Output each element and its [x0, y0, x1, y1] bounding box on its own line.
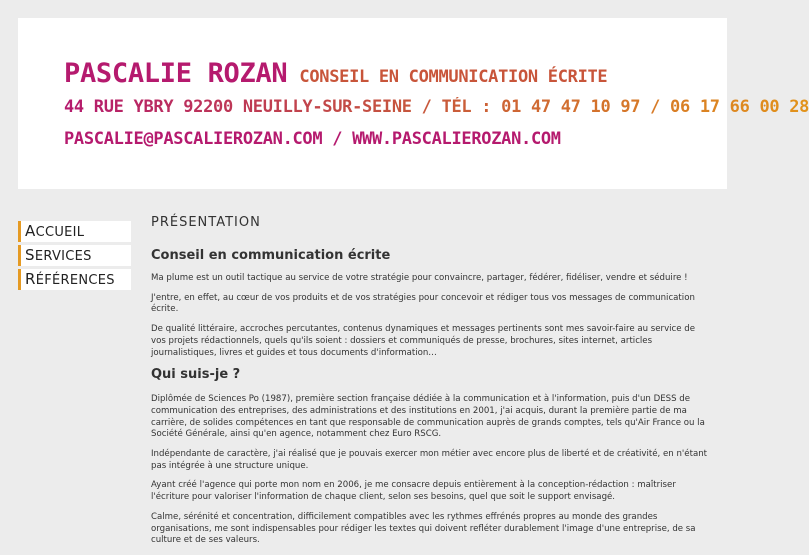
paragraph: Ayant créé l'agence qui porte mon nom en 2006, je me consacre depuis entièrement à la conception-rédaction : maîtriser l'écriture pour valoriser l'information de chaque client, selon ses besoins, quel que soit le support envisagé.	[151, 480, 676, 503]
brand-tagline: CONSEIL EN COMMUNICATION ÉCRITE	[299, 67, 608, 87]
header-title-line	[64, 58, 607, 89]
paragraph: Diplômée de Sciences Po (1987), première section française dédiée à la communication et à l'information, puis d'un DESS de communication des entreprises, des administrations et des institutions en 2001, j'ai acquis, durant la première partie de ma carrière, de solides compétences en tant que responsable de communication auprès de grands comptes, tels qu'Air France ou la Société Générale, ainsi qu'en agence, notamment chez Euro RSCG.	[151, 394, 705, 440]
nav-item-accueil[interactable]: ACCUEIL	[18, 221, 131, 242]
site-header	[18, 18, 809, 189]
page-title: PRÉSENTATION	[151, 215, 261, 230]
nav-item-services[interactable]: SERVICES	[18, 245, 131, 266]
paragraph: Calme, sérénité et concentration, difficilement compatibles avec les rythmes effrénés propres au monde des grandes organisations, me sont indispensables pour rédiger les textes qui doivent refléter durablement l'image d'une entreprise, de sa culture et de ses valeurs.	[151, 511, 696, 546]
paragraph: J'entre, en effet, au cœur de vos produits et de vos stratégies pour concevoir et rédiger tous vos messages de communication écrite.	[151, 292, 695, 315]
paragraph: Indépendante de caractère, j'ai réalisé que je pouvais exercer mon métier avec encore plus de liberté et de créativité, en n'étant pas intégrée à une structure unique.	[151, 449, 708, 471]
paragraph: Ma plume est un outil tactique au service de votre stratégie pour convaincre, partager, fédérer, fidéliser, vendre et séduire !	[151, 273, 688, 283]
address-line: 44 RUE YBRY 92200 NEUILLY-SUR-SEINE / TÉL : 01 47 47 10 97 / 06 17 66 00 28	[64, 97, 809, 117]
section-heading-qui-suis-je: Qui suis-je ?	[151, 367, 241, 383]
main-content	[151, 215, 711, 555]
section-heading-conseil: Conseil en communication écrite	[151, 248, 391, 263]
contact-line[interactable]: PASCALIE@PASCALIEROZAN.COM / WWW.PASCALIEROZAN.COM	[64, 129, 561, 149]
main-nav	[18, 221, 131, 293]
brand-name: PASCALIE ROZAN	[64, 58, 288, 89]
paragraph: De qualité littéraire, accroches percutantes, contenus dynamiques et messages pertinents sont mes savoir-faire au service de vos projets rédactionnels, quels qu'ils soient : dossiers et communiqués de presse, brochures, sites internet, articles journalistiques, livres et guides et tous documents d'information…	[151, 324, 696, 358]
nav-item-references[interactable]: RÉFÉRENCES	[18, 269, 131, 290]
